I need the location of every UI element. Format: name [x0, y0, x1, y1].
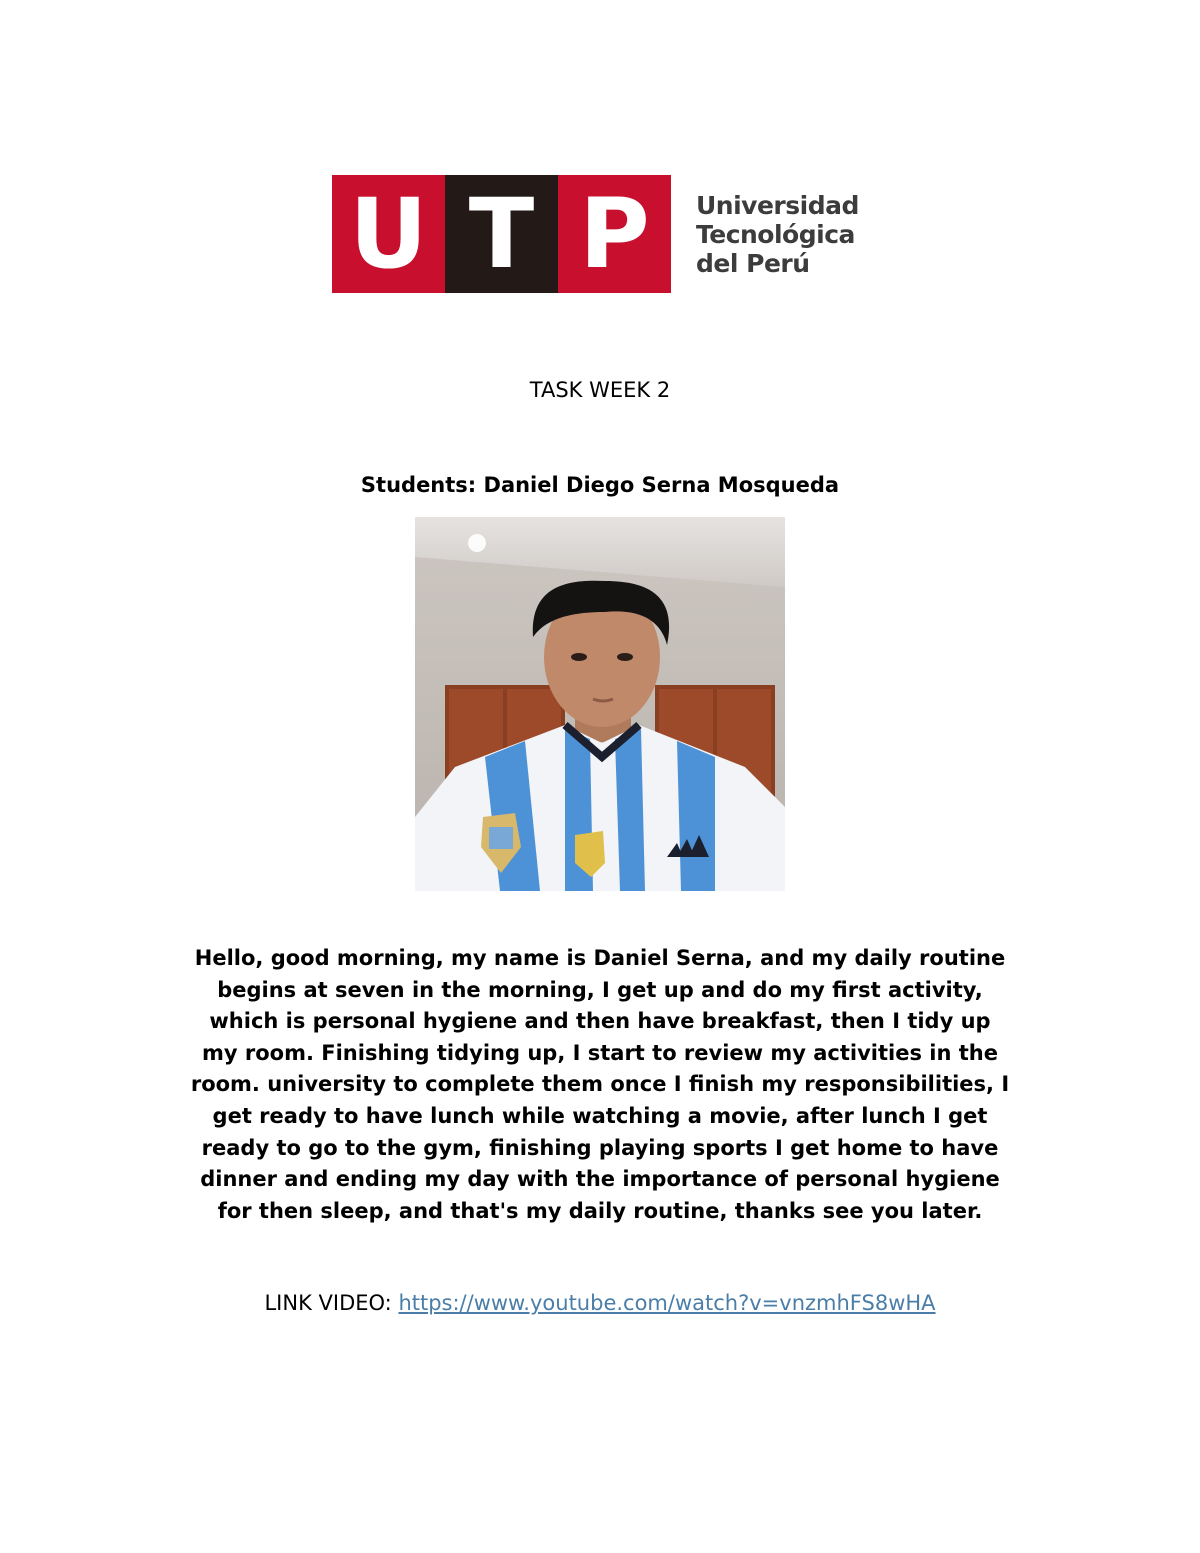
paragraph-line: room. university to complete them once I finish my responsibilities, I	[190, 1072, 1010, 1097]
paragraph-line: dinner and ending my day with the importance of personal hygiene	[200, 1167, 1000, 1192]
paragraph-line: for then sleep, and that's my daily routine, thanks see you later.	[217, 1198, 983, 1223]
paragraph-line: get ready to have lunch while watching a movie, after lunch I get	[212, 1103, 988, 1128]
logo-university-name	[696, 191, 859, 278]
logo-letter-p: P	[558, 175, 671, 293]
video-link-label: LINK VIDEO:	[264, 1291, 399, 1315]
paragraph-line: which is personal hygiene and then have breakfast, then I tidy up	[209, 1009, 991, 1034]
paragraph-line: ready to go to the gym, finishing playing sports I get home to have	[201, 1135, 999, 1160]
logo-letter-u: U	[332, 175, 445, 293]
student-photo	[415, 517, 785, 891]
video-link[interactable]: https://www.youtube.com/watch?v=vnzmhFS8wHA	[398, 1291, 936, 1315]
logo-name-line: Universidad	[696, 191, 859, 220]
logo-name-line: Tecnológica	[696, 220, 855, 249]
logo-name-line: del Perú	[696, 249, 810, 278]
utp-logo	[332, 175, 862, 293]
paragraph-line: Hello, good morning, my name is Daniel Serna, and my daily routine	[194, 946, 1006, 970]
video-link-line	[0, 1291, 1200, 1315]
page-title: TASK WEEK 2	[529, 378, 671, 402]
students-line: Students: Daniel Diego Serna Mosqueda	[360, 473, 840, 497]
paragraph-line: my room. Finishing tidying up, I start to review my activities in the	[202, 1040, 998, 1065]
logo-letter-t: T	[445, 175, 558, 293]
routine-paragraph	[130, 943, 1070, 1227]
paragraph-line: begins at seven in the morning, I get up and do my first activity,	[217, 977, 983, 1002]
